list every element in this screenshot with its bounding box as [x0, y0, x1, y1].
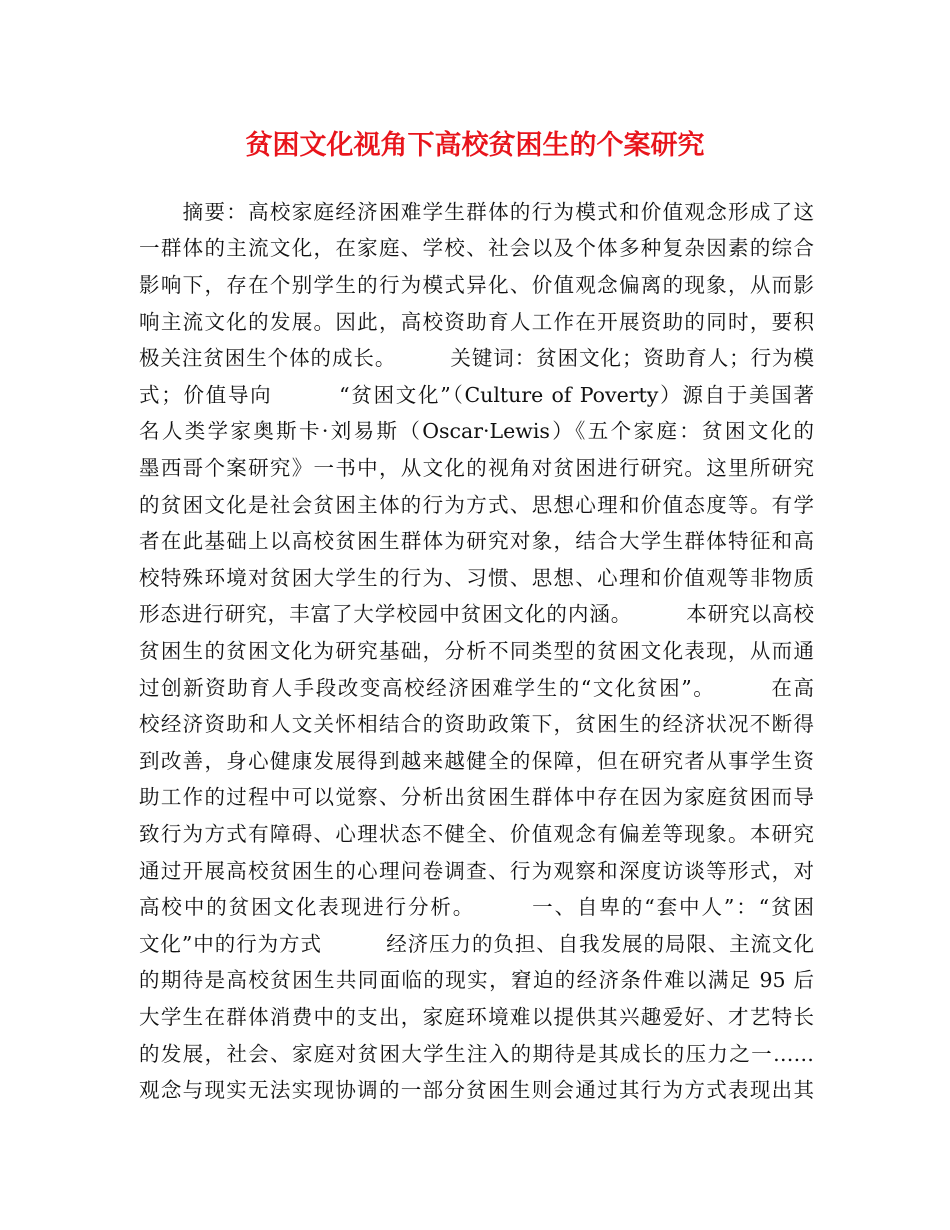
- body-line: 的发展，社会、家庭对贫困大学生注入的期待是其成长的压力之一……: [139, 1042, 814, 1066]
- body-line: 大学生在群体消费中的支出，家庭环境难以提供其兴趣爱好、才艺特长: [139, 1005, 814, 1029]
- body-line: 通过开展高校贫困生的心理问卷调查、行为观察和深度访谈等形式，对: [139, 859, 814, 883]
- body-line: 校特殊环境对贫困大学生的行为、习惯、思想、心理和价值观等非物质: [139, 566, 814, 590]
- body-line: 一群体的主流文化，在家庭、学校、社会以及个体多种复杂因素的综合: [139, 236, 814, 260]
- body-line: 过创新资助育人手段改变高校经济困难学生的“文化贫困”。 在高: [139, 676, 814, 700]
- body-line: 影响下，存在个别学生的行为模式异化、价值观念偏离的现象，从而影: [139, 273, 814, 297]
- body-line: 到改善，身心健康发展得到越来越健全的保障，但在研究者从事学生资: [139, 749, 814, 773]
- body-line: 贫困生的贫困文化为研究基础，分析不同类型的贫困文化表现，从而通: [139, 639, 814, 663]
- body-line: 墨西哥个案研究》一书中，从文化的视角对贫困进行研究。这里所研究: [139, 456, 814, 480]
- document-title: 贫困文化视角下高校贫困生的个案研究: [245, 130, 705, 161]
- body-line: 高校中的贫困文化表现进行分析。 一、自卑的“套中人”：“贫困: [139, 895, 814, 919]
- body-line: 致行为方式有障碍、心理状态不健全、价值观念有偏差等现象。本研究: [139, 822, 814, 846]
- body-line: 文化”中的行为方式 经济压力的负担、自我发展的局限、主流文化: [139, 932, 814, 956]
- body-line: 极关注贫困生个体的成长。 关键词：贫困文化；资助育人；行为模: [139, 346, 814, 370]
- body-line: 的贫困文化是社会贫困主体的行为方式、思想心理和价值态度等。有学: [139, 493, 814, 517]
- body-line: 式；价值导向 “贫困文化”（Culture of Poverty）源自于美国著: [139, 383, 814, 407]
- body-line: 校经济资助和人文关怀相结合的资助政策下，贫困生的经济状况不断得: [139, 712, 814, 736]
- body-line: 者在此基础上以高校贫困生群体为研究对象，结合大学生群体特征和高: [139, 529, 814, 553]
- body-line: 的期待是高校贫困生共同面临的现实，窘迫的经济条件难以满足 95 后: [139, 968, 814, 992]
- body-line: 名人类学家奥斯卡·刘易斯（Oscar·Lewis）《五个家庭：贫困文化的: [139, 419, 814, 443]
- body-line: 观念与现实无法实现协调的一部分贫困生则会通过其行为方式表现出其: [139, 1078, 814, 1102]
- body-line: 摘要：高校家庭经济困难学生群体的行为模式和价值观念形成了这: [139, 200, 814, 224]
- body-line: 响主流文化的发展。因此，高校资助育人工作在开展资助的同时，要积: [139, 310, 814, 334]
- body-line: 助工作的过程中可以觉察、分析出贫困生群体中存在因为家庭贫困而导: [139, 785, 814, 809]
- body-line: 形态进行研究，丰富了大学校园中贫困文化的内涵。 本研究以高校: [139, 602, 814, 626]
